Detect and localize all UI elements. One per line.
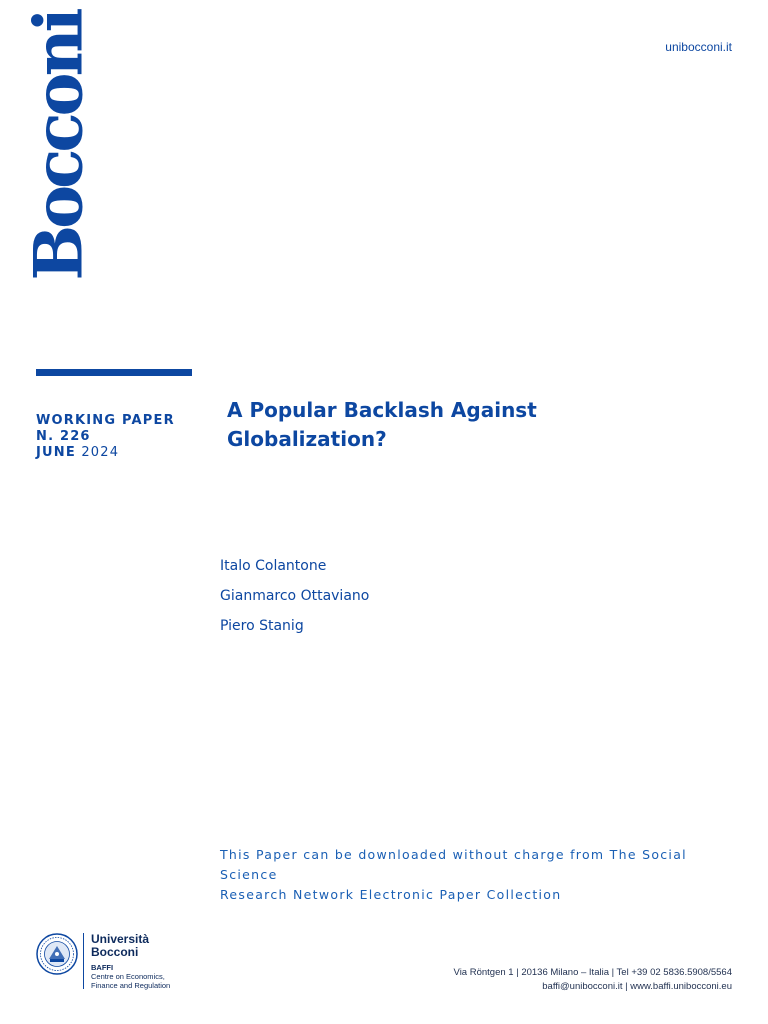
working-paper-info [36, 413, 175, 461]
working-paper-label: WORKING PAPER [36, 413, 175, 428]
university-name-line2: Bocconi [91, 945, 139, 959]
centre-acronym: BAFFI [91, 963, 114, 972]
author-list [220, 556, 369, 646]
author-name: Italo Colantone [220, 558, 327, 574]
footer-logo-text [91, 933, 170, 990]
footer-address [454, 966, 732, 994]
working-paper-date [36, 445, 175, 461]
working-paper-number: N. 226 [36, 429, 91, 444]
footer-logo-divider [83, 933, 84, 989]
author-name: Piero Stanig [220, 618, 304, 634]
centre-name-line1: Centre on Economics, [91, 972, 165, 981]
download-note-line2: Research Network Electronic Paper Collection [220, 887, 562, 902]
university-name-line1: Università [91, 932, 150, 946]
footer-university-logo [36, 933, 170, 990]
working-paper-year: 2024 [81, 445, 120, 460]
paper-title-line1: A Popular Backlash Against [227, 398, 537, 422]
website-link[interactable]: unibocconi.it [665, 40, 732, 54]
download-note-line1: This Paper can be downloaded without charge from The Social Science [220, 847, 687, 882]
bocconi-wordmark-logo [20, 11, 99, 281]
accent-divider [36, 369, 192, 376]
university-seal-icon [36, 933, 78, 975]
download-note [220, 845, 740, 905]
paper-title [227, 396, 627, 454]
author-name: Gianmarco Ottaviano [220, 588, 370, 604]
logo-wordmark-text: Bocconi [20, 11, 99, 281]
address-line1: Via Röntgen 1 | 20136 Milano – Italia | Tel +39 02 5836.5908/5564 [453, 967, 732, 978]
address-contact-line[interactable]: baffi@unibocconi.it | www.baffi.unibocconi.eu [542, 981, 732, 992]
working-paper-month: JUNE [36, 445, 76, 460]
paper-title-line2: Globalization? [227, 427, 387, 451]
centre-name-line2: Finance and Regulation [91, 981, 171, 990]
